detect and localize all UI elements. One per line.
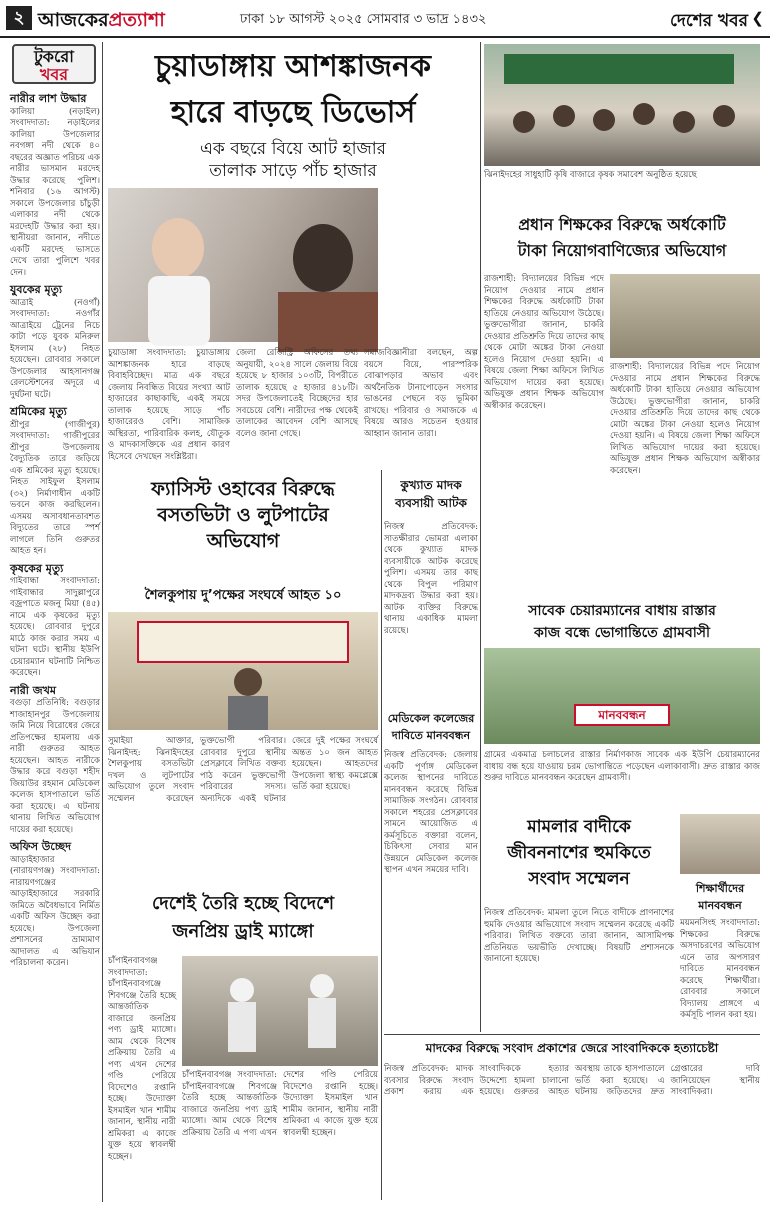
page-number: ২ <box>6 6 32 30</box>
brand-logo: আজকেরপ্রত্যাশা <box>38 9 165 31</box>
students-photo <box>680 814 760 874</box>
brief-title: নারী জখম <box>10 683 56 697</box>
chevron-left-icon: ❮ <box>751 9 764 27</box>
brief-title: শ্রমিকের মৃত্যু <box>10 405 67 418</box>
lead-kicker: এক বছরে বিয়ে আট হাজার তালাক সাড়ে পাঁচ হাজার <box>199 139 386 181</box>
press-conference-icon <box>108 612 378 730</box>
bribe-body: রাজশাহী: বিদ্যালয়ের বিভিন্ন পদে নিয়োগ দেওয়ার নামে প্রধান শিক্ষকের বিরুদ্ধে অর্ধকোটি টাকা হাতিয়ে নেওয়ার অভিযোগ উঠেছে। ভুক্তভোগীরা জানান, চাকরি দেওয়ার প্রতিশ্রুতি দিয়ে তাদের কাছ থেকে মোটা অঙ্কের টাকা নেওয়া হলেও নিয়োগ দেওয়া হয়নি। এ বিষয়ে জেলা শিক্ষা অফিসে লিখিত অভিযোগ দায়ের করা হয়েছে। অভিযুক্ত প্রধান শিক্ষক অভিযোগ অস্বীকার করেছেন। <box>484 274 604 411</box>
road-body: গ্রামের একমাত্র চলাচলের রাস্তার নির্মাণকাজ সাবেক এক ইউপি চেয়ারম্যানের বাধায় বন্ধ হয়ে যাওয়ায় চরম ভোগান্তিতে পড়েছেন এলাকাবাসী। দ্রুত রাস্তার কাজ শুরুর দাবিতে মানববন্ধন করেছেন গ্রামবাসী। <box>484 750 760 783</box>
lead-body-col2: জেলা রেজিস্ট্রি অফিসের তথ্য অনুযায়ী, ২০২৪ সালে জেলায় বিয়ে হয়েছে ৮ হাজার ১০৩টি, বিপরীতে তালাক হয়েছে ৫ হাজার ৪১৮টি। সদর উপজেলাতেই বিচ্ছেদের হার সবচেয়ে বেশি। নারীদের পক্ষ থেকেই তালাকের আবেদন বেশি আসছে বলেও জানা গেছে। <box>236 348 358 439</box>
divider <box>384 1034 760 1035</box>
brief-column <box>10 88 100 1198</box>
road-headline: সাবেক চেয়ারম্যানের বাধায় রাস্তার কাজ বন্ধে ভোগান্তিতে গ্রামবাসী <box>528 603 716 641</box>
mango-headline: দেশেই তৈরি হচ্ছে বিদেশে জনপ্রিয় ড্রাই ম্যাঙ্গো <box>151 893 335 942</box>
brief-body: গাইবান্ধা সংবাদদাতা: গাইবান্ধার সাদুল্লাপুরে বজ্রপাতে মজনু মিয়া (৪৫) নামে এক কৃষকের মৃত্যু হয়েছে। রোববার দুপুরে মাঠে কাজ করার সময় এ ঘটনা ঘটে। স্থানীয় ইউপি চেয়ারম্যান ঘটনাটি নিশ্চিত করেছেন। <box>10 576 100 678</box>
medical-headline: মেডিকেল কলেজের দাবিতে মানববন্ধন <box>387 712 475 742</box>
photo-caption: ঝিনাইদহের সাধুহাটি কৃষি বাজারে কৃষক সমাবেশ অনুষ্ঠিত হয়েছে <box>484 170 697 180</box>
brief-body: বগুড়া প্রতিনিধি: বগুড়ার শাজাহানপুর উপজেলায় জমি নিয়ে বিরোধের জেরে প্রতিপক্ষের হামলায় এক নারী গুরুতর আহত হয়েছেন। আহত নারীকে উদ্ধার করে বগুড়া শহীদ জিয়াউর রহমান মেডিকেল কলেজ হাসপাতালে ভর্তি করা হয়েছে। এ ঘটনায় থানায় লিখিত অভিযোগ দায়ের করা হয়েছে। <box>10 698 100 835</box>
couple-photo-icon <box>108 188 378 342</box>
brief-body: আত্রাই (নওগাঁ) সংবাদদাতা: নওগাঁর আত্রাইয়ে ট্রেনের নিচে কাটা পড়ে যুবক মনিরুল ইসলাম (২৮) নিহত হয়েছেন। রোববার সকালে উপজেলার আহসানগঞ্জ রেলস্টেশনের অদূরে এ দুর্ঘটনা ঘটে। <box>10 297 100 400</box>
brief-title: অফিস উচ্ছেদ <box>10 840 71 853</box>
brief-box <box>12 44 96 84</box>
bribe-headline: প্রধান শিক্ষকের বিরুদ্ধে অর্ধকোটি টাকা নিয়োগবাণিজ্যের অভিযোগ <box>517 215 727 260</box>
crowd-photo-icon <box>484 44 760 166</box>
rally-photo <box>484 44 760 166</box>
factory-workers-icon <box>182 956 378 1066</box>
brief-body: আড়াইহাজার (নারায়ণগঞ্জ) সংবাদদাতা: নারায়ণগঞ্জের আড়াইহাজারে সরকারি জমিতে অবৈধভাবে নির্মিত একটি অফিস উচ্ছেদ করা হয়েছে। উপজেলা প্রশাসনের ভ্রাম্যমাণ আদালত এ অভিযান পরিচালনা করেন। <box>10 854 100 968</box>
bribe-photo <box>610 274 760 358</box>
lead-headline: চুয়াডাঙ্গায় আশঙ্কাজনক হারে বাড়ছে ডিভোর্স <box>155 49 431 130</box>
lead-body-col1: চুয়াডাঙ্গা সংবাদদাতা: চুয়াডাঙ্গায় আশঙ্কাজনক হারে বাড়ছে বিবাহবিচ্ছেদ। মাত্র এক বছরে জেলায় নিবন্ধিত বিয়ের সংখ্যা আট হাজারের কাছাকাছি, একই সময়ে তালাক হয়েছে সাড়ে পাঁচ হাজারেরও বেশি। সামাজিক অস্থিরতা, পারিবারিক কলহ, যৌতুক ও মাদকাসক্তিকে এর প্রধান কারণ হিসেবে দেখছেন সংশ্লিষ্টরা। <box>108 348 230 462</box>
threat-body: নিজস্ব প্রতিবেদক: মামলা তুলে নিতে বাদীকে প্রাণনাশের হুমকি দেওয়ার অভিযোগে সংবাদ সম্মেলন করেছে একটি পরিবার। লিখিত বক্তব্যে তারা জানান, আসামিপক্ষ প্রতিনিয়ত ভয়ভীতি দেখাচ্ছে। বিষয়টি প্রশাসনকে জানানো হয়েছে। <box>484 908 674 964</box>
drug-body: নিজস্ব প্রতিবেদক: সাতক্ষীরার ভোমরা এলাকা থেকে কুখ্যাত মাদক ব্যবসায়ীকে আটক করেছে পুলিশ। এসময় তার কাছ থেকে বিপুল পরিমাণ মাদকদ্রব্য উদ্ধার করা হয়। আটক ব্যক্তির বিরুদ্ধে থানায় একাধিক মামলা রয়েছে। <box>384 522 478 636</box>
brief-body: শ্রীপুর (গাজীপুর) সংবাদদাতা: গাজীপুরের শ্রীপুর উপজেলায় বৈদ্যুতিক তারে জড়িয়ে এক শ্রমিকের মৃত্যু হয়েছে। নিহত সাইফুল ইসলাম (৩২) নির্মাণাধীন একটি ভবনে কাজ করছিলেন। এসময় অসাবধানতাবশত বিদ্যুতের তারে স্পর্শ লাগলে তিনি গুরুতর আহত হন। <box>10 419 100 556</box>
lead-photo <box>108 188 378 342</box>
dateline: ঢাকা ১৮ আগস্ট ২০২৫ সোমবার ৩ ভাদ্র ১৪৩২ <box>240 12 487 27</box>
brief-title: যুবকের মৃত্যু <box>10 283 63 296</box>
fascist-body: সুমাইয়া আক্তার, ঝিনাইদহ: ঝিনাইদহের শৈলকুপায় বসতভিটা দখল ও লুটপাটের অভিযোগ তুলে সংবাদ সম্মেলন করেছেন ভুক্তভোগী পরিবার। রোববার দুপুরে স্থানীয় প্রেসক্লাবে লিখিত বক্তব্য পাঠ করেন ভুক্তভোগী পরিবারের সদস্য। অন্যদিকে একই ঘটনার জেরে দুই পক্ষের সংঘর্ষে অন্তত ১০ জন আহত হয়েছেন। আহতদের উপজেলা স্বাস্থ্য কমপ্লেক্সে ভর্তি করা হয়েছে। <box>108 736 378 804</box>
students-body: ময়মনসিংহ সংবাদদাতা: শিক্ষকের বিরুদ্ধে অসদাচরণের অভিযোগ এনে তার অপসারণ দাবিতে মানববন্ধন করেছে শিক্ষার্থীরা। রোববার সকালে বিদ্যালয় প্রাঙ্গণে এ কর্মসূচি পালন করা হয়। <box>680 918 760 1020</box>
threat-headline: মামলার বাদীকে জীবননাশের হুমকিতে সংবাদ সম্মেলন <box>507 817 651 889</box>
column-rule <box>480 42 481 1032</box>
column-rule <box>102 42 103 1202</box>
fascist-kicker: শৈলকুপায় দু’পক্ষের সংঘর্ষে আহত ১০ <box>144 588 342 603</box>
mango-body-cont: চাঁপাইনবাবগঞ্জ সংবাদদাতা: চাঁপাইনবাবগঞ্জে শিবগঞ্জে তৈরি হচ্ছে আন্তর্জাতিক বাজারে জনপ্রিয় পণ্য ড্রাই ম্যাঙ্গো। আম থেকে বিশেষ প্রক্রিয়ায় তৈরি এ পণ্য এখন দেশের গণ্ডি পেরিয়ে বিদেশেও রপ্তানি হচ্ছে। উদ্যোক্তা ইসমাইল খান শামীম জানান, স্থানীয় নারী শ্রমিকরা এ কাজে যুক্ত হয়ে স্বাবলম্বী হচ্ছেন। <box>182 1070 378 1138</box>
brief-box-line1: টুকরো <box>34 47 74 66</box>
bribe-body-cont: রাজশাহী: বিদ্যালয়ের বিভিন্ন পদে নিয়োগ দেওয়ার নামে প্রধান শিক্ষকের বিরুদ্ধে অর্ধকোটি টাকা হাতিয়ে নেওয়ার অভিযোগ উঠেছে। ভুক্তভোগীরা জানান, চাকরি দেওয়ার প্রতিশ্রুতি দিয়ে তাদের কাছ থেকে মোটা অঙ্কের টাকা নেওয়া হলেও নিয়োগ দেওয়া হয়নি। এ বিষয়ে জেলা শিক্ষা অফিসে লিখিত অভিযোগ দায়ের করা হয়েছে। অভিযুক্ত প্রধান শিক্ষক অভিযোগ অস্বীকার করেছেন। <box>610 362 760 476</box>
road-banner: মানববন্ধন <box>574 704 670 726</box>
brief-title: নারীর লাশ উদ্ধার <box>10 92 87 105</box>
journalist-body: নিজস্ব প্রতিবেদক: মাদক ব্যবসার বিরুদ্ধে সংবাদ প্রকাশ করায় এক সাংবাদিককে হত্যার উদ্দেশ্যে হামলা চালানো হয়েছে। গুরুতর আহত অবস্থায় তাকে হাসপাতালে ভর্তি করা হয়েছে। এ ঘটনায় জড়িতদের দ্রুত গ্রেপ্তারের দাবি জানিয়েছেন স্থানীয় সাংবাদিকরা। <box>384 1064 760 1097</box>
medical-body: নিজস্ব প্রতিবেদক: জেলায় একটি পূর্ণাঙ্গ মেডিকেল কলেজ স্থাপনের দাবিতে মানববন্ধন করেছে বিভিন্ন সামাজিক সংগঠন। রোববার সকালে শহরের প্রেসক্লাবের সামনে আয়োজিত এ কর্মসূচিতে বক্তারা বলেন, চিকিৎসা সেবার মান উন্নয়নে মেডিকেল কলেজ স্থাপন এখন সময়ের দাবি। <box>384 750 478 875</box>
section-title: দেশের খবর <box>670 11 748 31</box>
mango-photo <box>182 956 378 1066</box>
mango-body: চাঁপাইনবাবগঞ্জ সংবাদদাতা: চাঁপাইনবাবগঞ্জে শিবগঞ্জে তৈরি হচ্ছে আন্তর্জাতিক বাজারে জনপ্রিয় পণ্য ড্রাই ম্যাঙ্গো। আম থেকে বিশেষ প্রক্রিয়ায় তৈরি এ পণ্য এখন দেশের গণ্ডি পেরিয়ে বিদেশেও রপ্তানি হচ্ছে। উদ্যোক্তা ইসমাইল খান শামীম জানান, স্থানীয় নারী শ্রমিকরা এ কাজে যুক্ত হয়ে স্বাবলম্বী হচ্ছেন। <box>108 956 176 1162</box>
drug-headline: কুখ্যাত মাদক ব্যবসায়ী আটক <box>395 478 467 510</box>
column-rule <box>381 470 382 1200</box>
brief-box-line2: খবর <box>39 65 69 84</box>
students-headline: শিক্ষার্থীদের মানববন্ধন <box>695 882 745 912</box>
brief-body: কালিয়া (নড়াইল) সংবাদদাতা: নড়াইলের কালিয়া উপজেলার নবগঙ্গা নদী থেকে ৪০ বছরের অজ্ঞাত পরিচয় এক নারীর ভাসমান মরদেহ উদ্ধার করেছে পুলিশ। শনিবার (১৬ আগস্ট) সকালে উপজেলার চাঁচুড়ী এলাকার নদী থেকে মরদেহটি উদ্ধার করা হয়। স্থানীয়রা জানান, নদীতে একটি মরদেহ ভাসতে দেখে তারা পুলিশে খবর দেন। <box>10 106 100 278</box>
fascist-headline: ফ্যাসিস্ট ওহাবের বিরুদ্ধে বসতভিটা ও লুটপাটের অভিযোগ <box>151 478 335 552</box>
road-photo <box>484 648 760 744</box>
fascist-photo <box>108 612 378 730</box>
brief-title: কৃষকের মৃত্যু <box>10 561 64 575</box>
lead-body-col3: সমাজবিজ্ঞানীরা বলছেন, অল্প বয়সে বিয়ে, পারস্পরিক বোঝাপড়ার অভাব এবং অর্থনৈতিক টানাপোড়েন সংসার ভাঙনের পেছনে বড় ভূমিকা রাখছে। পরিবার ও সমাজকে এ বিষয়ে আরও সচেতন হওয়ার আহ্বান জানান তারা। <box>364 348 478 439</box>
journalist-headline: মাদকের বিরুদ্ধে সংবাদ প্রকাশের জেরে সাংবাদিককে হত্যাচেষ্টা <box>425 1041 719 1055</box>
